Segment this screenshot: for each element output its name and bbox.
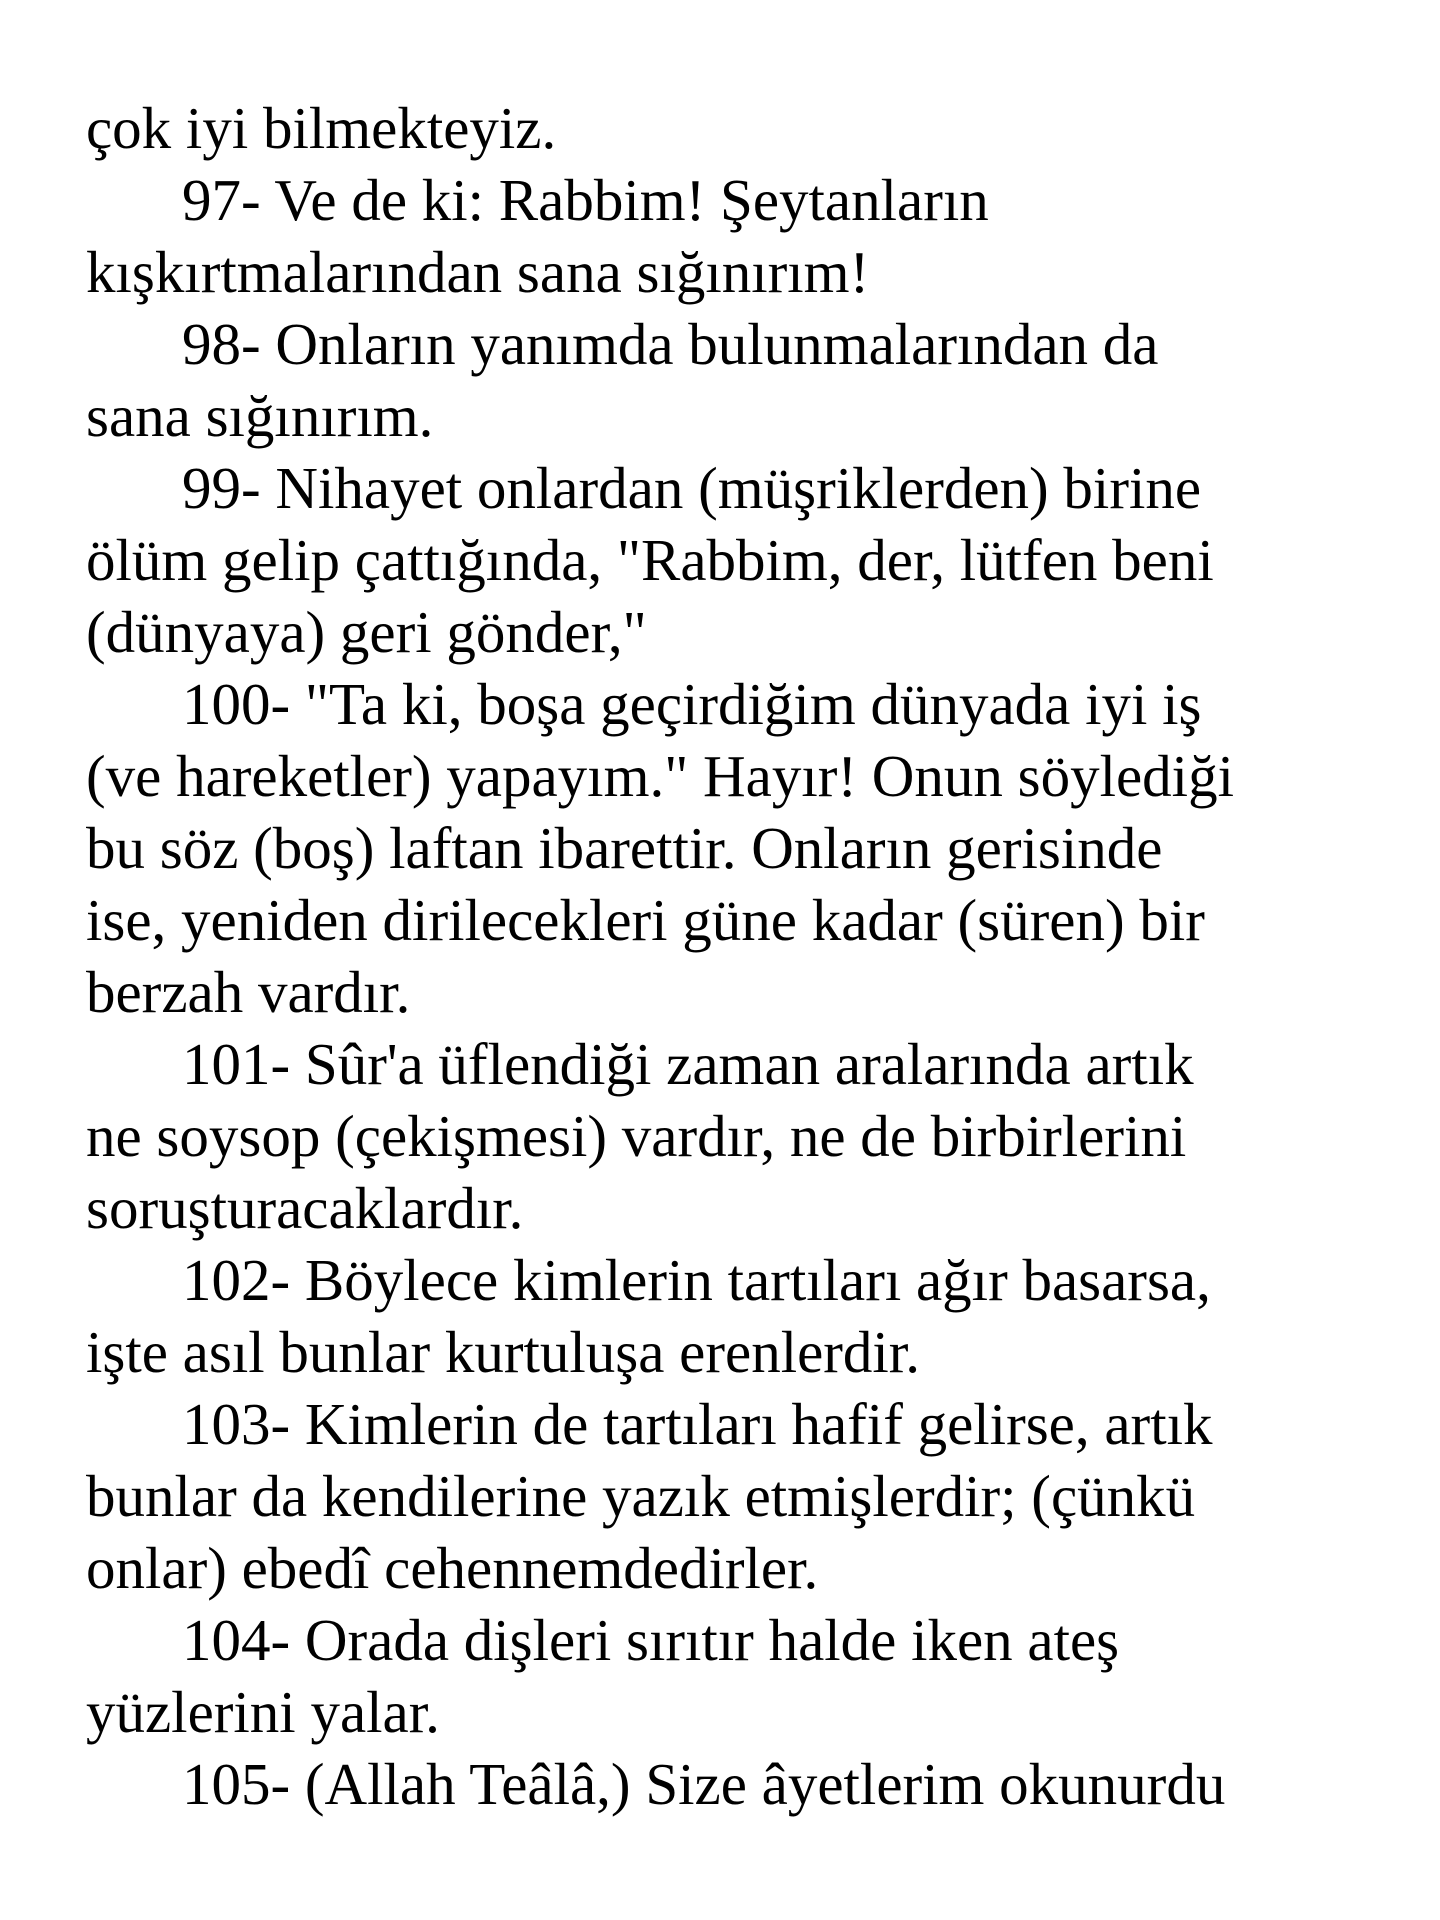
verse-97-line-2: kışkırtmalarından sana sığınırım!	[86, 239, 870, 305]
verse-98-line-1: 98- Onların yanımda bulunmalarından da	[182, 311, 1159, 377]
verse-101-line-3: soruşturacaklardır.	[86, 1175, 524, 1241]
verse-99-line-2: ölüm gelip çattığında, "Rabbim, der, lütfen beni	[86, 527, 1214, 593]
verse-101-line-2: ne soysop (çekişmesi) vardır, ne de birbirlerini	[86, 1103, 1187, 1169]
verse-102-line-2: işte asıl bunlar kurtuluşa erenlerdir.	[86, 1319, 920, 1385]
document-page	[86, 92, 1386, 1820]
verse-103-line-1: 103- Kimlerin de tartıları hafif gelirse, artık	[182, 1391, 1213, 1457]
verse-102-line-1: 102- Böylece kimlerin tartıları ağır basarsa,	[182, 1247, 1211, 1313]
text-line: çok iyi bilmekteyiz.	[86, 95, 557, 161]
verse-104-line-2: yüzlerini yalar.	[86, 1679, 440, 1745]
verse-99-line-3: (dünyaya) geri gönder,"	[86, 599, 647, 665]
verse-100-line-4: ise, yeniden dirilecekleri güne kadar (süren) bir	[86, 887, 1205, 953]
verse-105-line-1: 105- (Allah Teâlâ,) Size âyetlerim okunurdu	[182, 1751, 1226, 1817]
verse-100-line-5: berzah vardır.	[86, 959, 411, 1025]
verse-100-line-1: 100- "Ta ki, boşa geçirdiğim dünyada iyi iş	[182, 671, 1202, 737]
verse-104-line-1: 104- Orada dişleri sırıtır halde iken ateş	[182, 1607, 1120, 1673]
verse-100-line-2: (ve hareketler) yapayım." Hayır! Onun söylediği	[86, 743, 1234, 809]
verse-103-line-3: onlar) ebedî cehennemdedirler.	[86, 1535, 819, 1601]
verse-103-line-2: bunlar da kendilerine yazık etmişlerdir; (çünkü	[86, 1463, 1196, 1529]
verse-101-line-1: 101- Sûr'a üflendiği zaman aralarında artık	[182, 1031, 1194, 1097]
verse-97-line-1: 97- Ve de ki: Rabbim! Şeytanların	[182, 167, 989, 233]
verse-98-line-2: sana sığınırım.	[86, 383, 434, 449]
verse-99-line-1: 99- Nihayet onlardan (müşriklerden) birine	[182, 455, 1202, 521]
verse-100-line-3: bu söz (boş) laftan ibarettir. Onların gerisinde	[86, 815, 1163, 881]
